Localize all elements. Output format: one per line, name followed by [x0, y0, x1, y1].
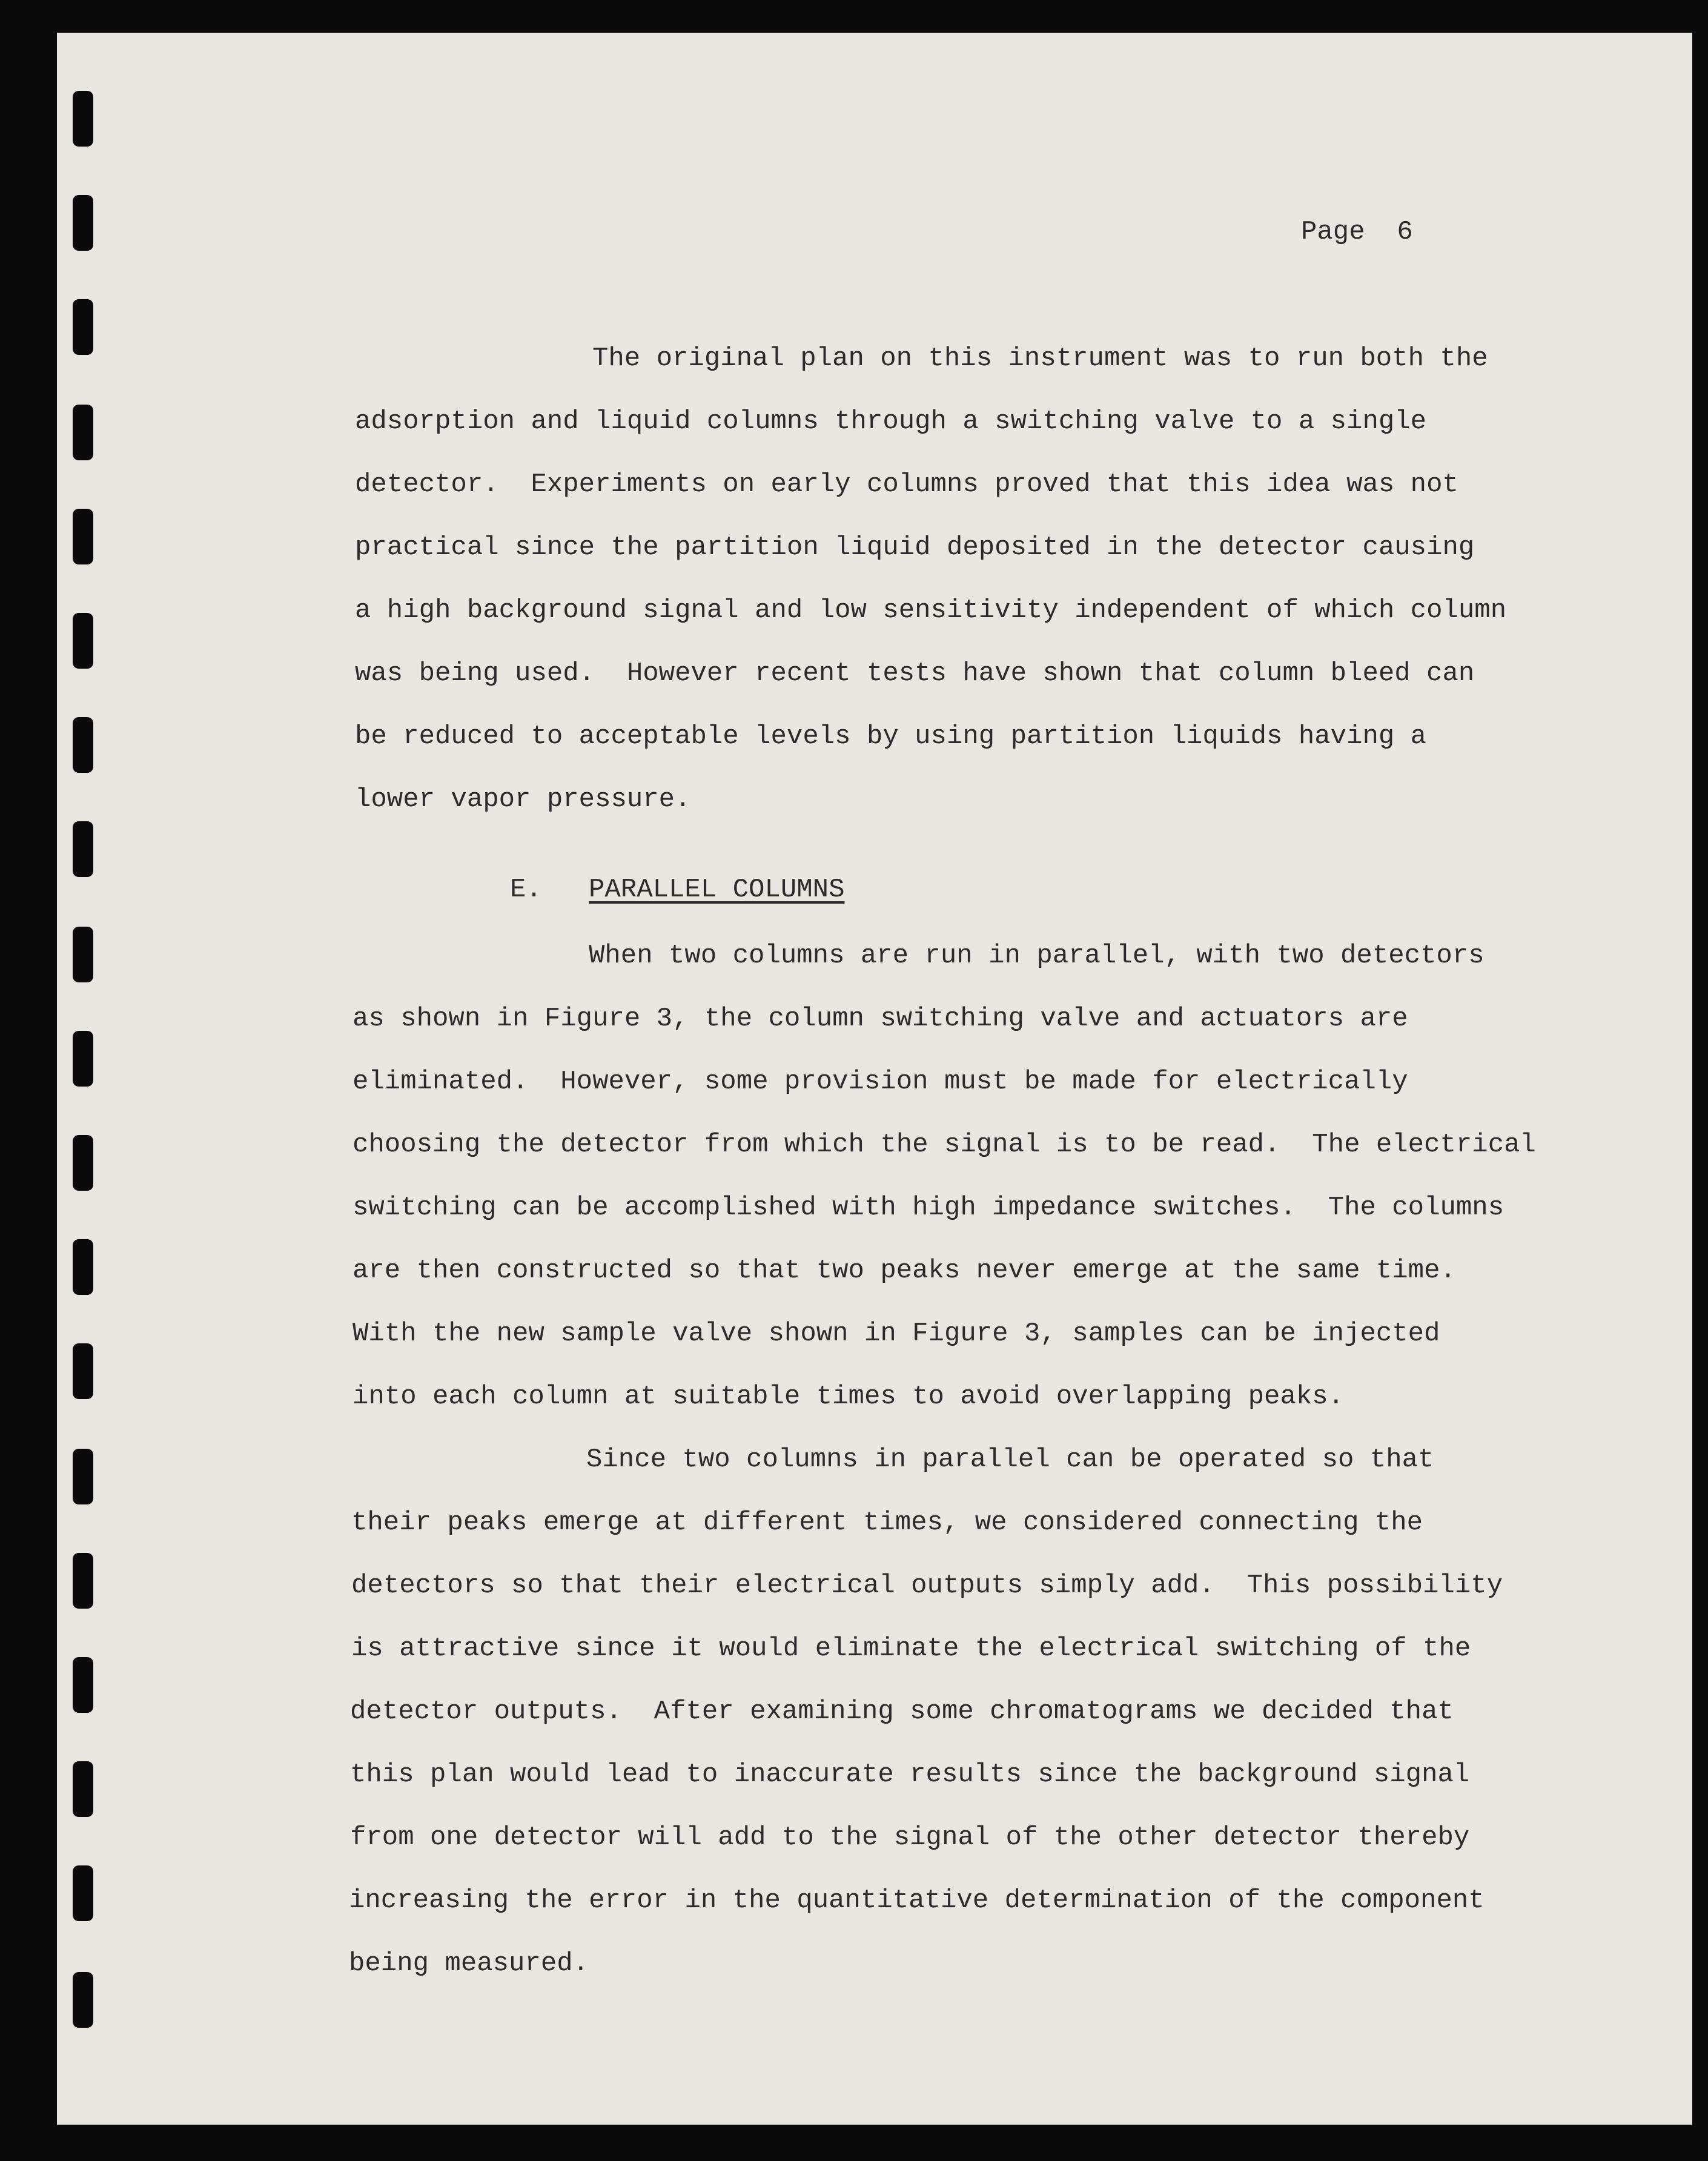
- text-line: their peaks emerge at different times, we considered connecting the: [351, 1507, 1423, 1538]
- text-line: a high background signal and low sensitivity independent of which column: [355, 595, 1507, 626]
- text-line: this plan would lead to inaccurate results since the background signal: [350, 1759, 1470, 1790]
- text-line: detector. Experiments on early columns proved that this idea was not: [355, 469, 1458, 500]
- text-line: is attractive since it would eliminate the electrical switching of the: [351, 1633, 1471, 1664]
- binder-hole: [73, 195, 93, 251]
- binder-hole: [73, 927, 93, 982]
- text-line: lower vapor pressure.: [355, 784, 691, 815]
- text-line: The original plan on this instrument was to run both the: [592, 343, 1488, 374]
- text-line: was being used. However recent tests have shown that column bleed can: [355, 658, 1475, 689]
- text-line: When two columns are run in parallel, with two detectors: [589, 941, 1485, 971]
- text-line: eliminated. However, some provision must be made for electrically: [353, 1067, 1408, 1097]
- text-line: switching can be accomplished with high impedance switches. The columns: [353, 1193, 1504, 1223]
- section-heading: PARALLEL COLUMNS: [589, 875, 845, 905]
- binder-hole: [73, 1031, 93, 1087]
- text-line: adsorption and liquid columns through a switching valve to a single: [355, 406, 1427, 437]
- binder-hole: [73, 1239, 93, 1295]
- text-line: increasing the error in the quantitative determination of the component: [349, 1885, 1485, 1916]
- binder-hole: [73, 91, 93, 147]
- text-line: detector outputs. After examining some chromatograms we decided that: [350, 1696, 1454, 1727]
- text-line: are then constructed so that two peaks never emerge at the same time.: [353, 1256, 1456, 1286]
- text-line: as shown in Figure 3, the column switching valve and actuators are: [353, 1004, 1408, 1034]
- binder-hole: [73, 1343, 93, 1399]
- binder-hole: [73, 613, 93, 669]
- page-number: Page 6: [1301, 217, 1413, 247]
- binder-hole: [73, 1135, 93, 1191]
- text-line: choosing the detector from which the signal is to be read. The electrical: [353, 1130, 1536, 1160]
- text-line: practical since the partition liquid deposited in the detector causing: [355, 532, 1475, 563]
- binder-hole: [73, 1761, 93, 1817]
- text-line: from one detector will add to the signal of the other detector thereby: [350, 1822, 1470, 1853]
- text-line: being measured.: [349, 1948, 589, 1979]
- binder-hole: [73, 1657, 93, 1713]
- binder-hole: [73, 1449, 93, 1504]
- text-line: be reduced to acceptable levels by using partition liquids having a: [355, 721, 1427, 752]
- binder-hole: [73, 299, 93, 355]
- binder-hole: [73, 717, 93, 773]
- binder-hole: [73, 1553, 93, 1609]
- binder-hole: [73, 821, 93, 877]
- text-line: into each column at suitable times to avoid overlapping peaks.: [353, 1382, 1345, 1412]
- text-line: Since two columns in parallel can be operated so that: [586, 1445, 1434, 1475]
- binder-hole: [73, 405, 93, 460]
- text-line: With the new sample valve shown in Figure 3, samples can be injected: [353, 1319, 1440, 1349]
- section-letter: E.: [510, 875, 542, 905]
- text-line: detectors so that their electrical outputs simply add. This possibility: [351, 1570, 1503, 1601]
- binder-hole: [73, 509, 93, 564]
- binder-hole: [73, 1972, 93, 2028]
- binder-hole: [73, 1865, 93, 1921]
